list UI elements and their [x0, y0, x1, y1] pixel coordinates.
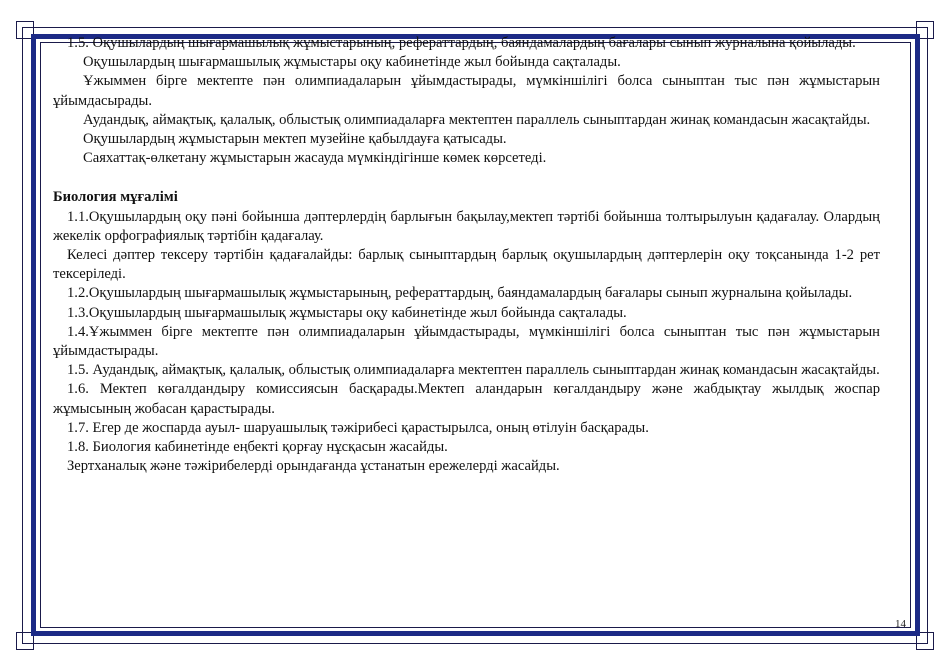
intro-paragraph: Оқушылардың шығармашылық жұмыстары оқу кабинетінде жыл бойында сақталады.	[83, 54, 621, 71]
list-item: 1.7. Егер де жоспарда ауыл- шаруашылық тәжірибесі қарастырылса, оның өтілуін басқарады.	[67, 419, 649, 436]
intro-paragraph: 1.5. Оқушылардың шығармашылық жұмыстарының, рефераттардың, баяндамалардың бағалары сынып журналына қойылады.	[67, 35, 856, 51]
list-item: 1.3.Оқушылардың шығармашылық жұмыстары оқу кабинетінде жыл бойында сақталады.	[67, 304, 627, 321]
list-item: 1.2.Оқушылардың шығармашылық жұмыстарының, рефераттардың, баяндамалардың бағалары сынып журналына қойылады.	[67, 285, 853, 302]
section-title: Биология мұғалімі	[53, 189, 178, 206]
list-item: 1.4.Ұжыммен бірге мектепте пән олимпиадаларын ұйымдастырады, мүмкіншілігі болса сыныптан тыс пән жұмыстарын ұйымдастырады.	[53, 323, 880, 360]
intro-paragraph: Аудандық, аймақтық, қалалық, облыстық олимпиадаларға мектептен параллель сыныптардан жинақ командасын жасақтайды.	[83, 111, 871, 128]
intro-paragraph: Ұжыммен бірге мектепте пән олимпиадаларын ұйымдастырады, мүмкіншілігі болса сыныптан тыс пән жұмыстарын ұйымдасырады.	[53, 73, 880, 109]
intro-paragraph: Саяхаттақ-өлкетану жұмыстарын жасауда мүмкіндігінше көмек көрсетеді.	[83, 150, 547, 167]
document-body	[53, 35, 880, 476]
list-item: Зертханалық және тәжірибелерді орындағанда ұстанатын ережелерді жасайды.	[67, 458, 560, 475]
list-item: 1.5. Аудандық, аймақтық, қалалық, облыстық олимпиадаларға мектептен параллель сыныптардан жинақ командасын жасақтайды.	[67, 362, 880, 379]
list-item: 1.8. Биология кабинетінде еңбекті қорғау нұсқасын жасайды.	[67, 439, 448, 456]
intro-paragraph: Оқушылардың жұмыстарын мектеп музейіне қабылдауға қатысады.	[83, 131, 507, 148]
list-item: 1.6. Мектеп көгалдандыру комиссиясын басқарады.Мектеп аландарын көгалдандыру және жабдықтау жылдық жоспар жұмысының жобасан қарастырады.	[53, 381, 880, 417]
list-item: Келесі дәптер тексеру тәртібін қадағалайды: барлық сыныптардың барлық оқушылардың дәптерлерін оқу тоқсанында 1-2 рет тексеріледі.	[53, 247, 880, 283]
list-item: 1.1.Оқушылардың оқу пәні бойынша дәптерлердің барлығын бақылау,мектеп тәртібі бойынша толтырылуын қадағалау. Олардың жекелік орфографиялық тәртібін қадағалау.	[53, 208, 880, 244]
page-number: 14	[895, 618, 906, 630]
